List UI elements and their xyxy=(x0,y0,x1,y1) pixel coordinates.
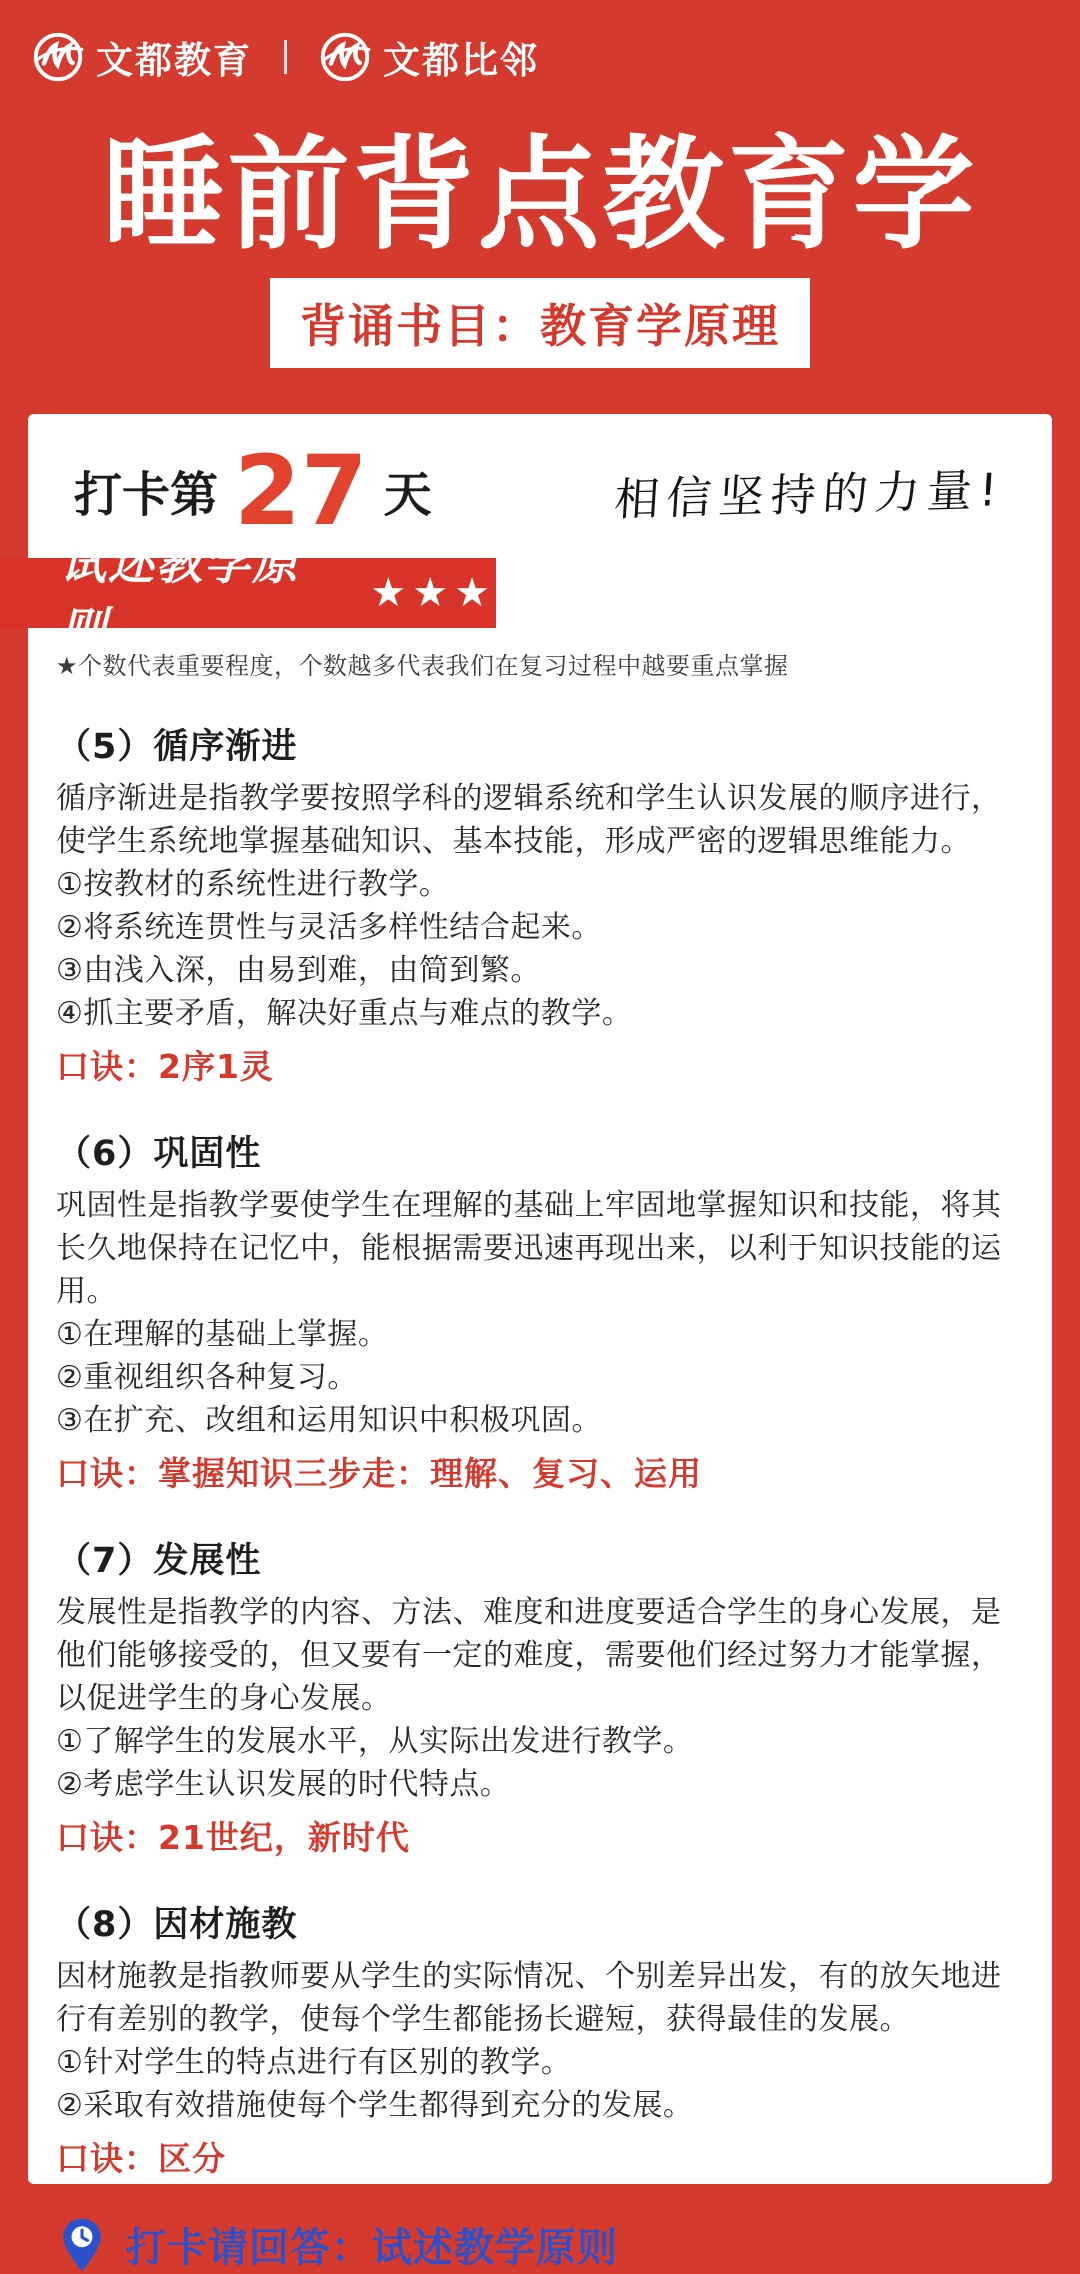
checkin-row xyxy=(56,434,1024,547)
section-point: ①在理解的基础上掌握。 xyxy=(56,1316,389,1352)
content-card xyxy=(28,414,1052,2272)
section-point: ③由浅入深，由易到难，由简到繁。 xyxy=(56,952,541,988)
importance-stars: ★★★ xyxy=(370,569,496,616)
section-point: ①了解学生的发展水平，从实际出发进行教学。 xyxy=(56,1723,694,1759)
section-heading: （7）发展性 xyxy=(56,1540,262,1581)
section-heading: （8）因材施教 xyxy=(56,1904,298,1945)
stars-explanation-note: ★个数代表重要程度，个数越多代表我们在复习过程中越要重点掌握 xyxy=(56,651,789,680)
subtitle-badge: 背诵书目：教育学原理 xyxy=(270,278,810,368)
checkin-prefix: 打卡第 xyxy=(74,467,219,524)
handwritten-motto: 相信坚持的力量! xyxy=(612,463,1006,527)
location-pin-clock-icon xyxy=(60,2216,104,2274)
section-point: ④抓主要矛盾，解决好重点与难点的教学。 xyxy=(56,995,633,1031)
principle-section-6 xyxy=(56,1126,1024,1495)
section-point: ①针对学生的特点进行有区别的教学。 xyxy=(56,2044,572,2080)
section-body: 因材施教是指教师要从学生的实际情况、个别差异出发，有的放矢地进行有差别的教学，使每个学生都能扬长避短，获得最佳的发展。 xyxy=(56,1958,1002,2037)
logo-wendu-education-label: 文都教育 xyxy=(96,39,252,82)
wendu-circle-swoosh-icon xyxy=(319,31,371,83)
section-body: 循序渐进是指教学要按照学科的逻辑系统和学生认识发展的顺序进行，使学生系统地掌握基础知识、基本技能，形成严密的逻辑思维能力。 xyxy=(56,780,1002,859)
section-point: ①按教材的系统性进行教学。 xyxy=(56,866,450,902)
checkin-prompt-label: 打卡请回答：试述教学原则 xyxy=(126,2225,618,2272)
mnemonic-line: 口诀：掌握知识三步走：理解、复习、运用 xyxy=(56,1453,702,1493)
page-title: 睡前背点教育学 xyxy=(102,124,978,266)
principle-section-7 xyxy=(56,1533,1024,1859)
topic-banner xyxy=(0,535,496,656)
principle-section-8 xyxy=(56,1897,1024,2180)
topbar xyxy=(0,0,1080,84)
mnemonic-line: 口诀：2序1灵 xyxy=(56,1046,274,1086)
mnemonic-line: 口诀：区分 xyxy=(56,2138,226,2178)
logo-divider xyxy=(284,40,287,74)
checkin-day-number: 27 xyxy=(234,434,368,547)
logo-wendu-bilin-label: 文都比邻 xyxy=(383,39,539,82)
section-point: ②重视组织各种复习。 xyxy=(56,1359,358,1395)
section-point: ③在扩充、改组和运用知识中积极巩固。 xyxy=(56,1402,602,1438)
section-body: 发展性是指教学的内容、方法、难度和进度要适合学生的身心发展，是他们能够接受的，但又要有一定的难度，需要他们经过努力才能掌握，以促进学生的身心发展。 xyxy=(56,1594,1002,1716)
principle-section-5 xyxy=(56,719,1024,1088)
section-heading: （5）循序渐进 xyxy=(56,726,298,767)
logo-wendu-education xyxy=(32,30,252,84)
section-point: ②将系统连贯性与灵活多样性结合起来。 xyxy=(56,909,602,945)
section-point: ②采取有效措施使每个学生都得到充分的发展。 xyxy=(56,2087,694,2123)
logo-wendu-bilin xyxy=(319,30,539,84)
subtitle-wrap xyxy=(0,278,1080,368)
section-body: 巩固性是指教学要使学生在理解的基础上牢固地掌握知识和技能，将其长久地保持在记忆中，能根据需要迅速再现出来，以利于知识技能的运用。 xyxy=(56,1187,1002,1309)
wendu-circle-swoosh-icon xyxy=(32,31,84,83)
section-heading: （6）巩固性 xyxy=(56,1133,262,1174)
section-point: ②考虑学生认识发展的时代特点。 xyxy=(56,1766,511,1802)
topic-banner-title: 试述教学原则 xyxy=(60,535,300,656)
mnemonic-line: 口诀：21世纪，新时代 xyxy=(56,1817,410,1857)
checkin-counter xyxy=(74,434,432,547)
checkin-suffix: 天 xyxy=(383,467,432,524)
checkin-prompt xyxy=(56,2216,1024,2274)
